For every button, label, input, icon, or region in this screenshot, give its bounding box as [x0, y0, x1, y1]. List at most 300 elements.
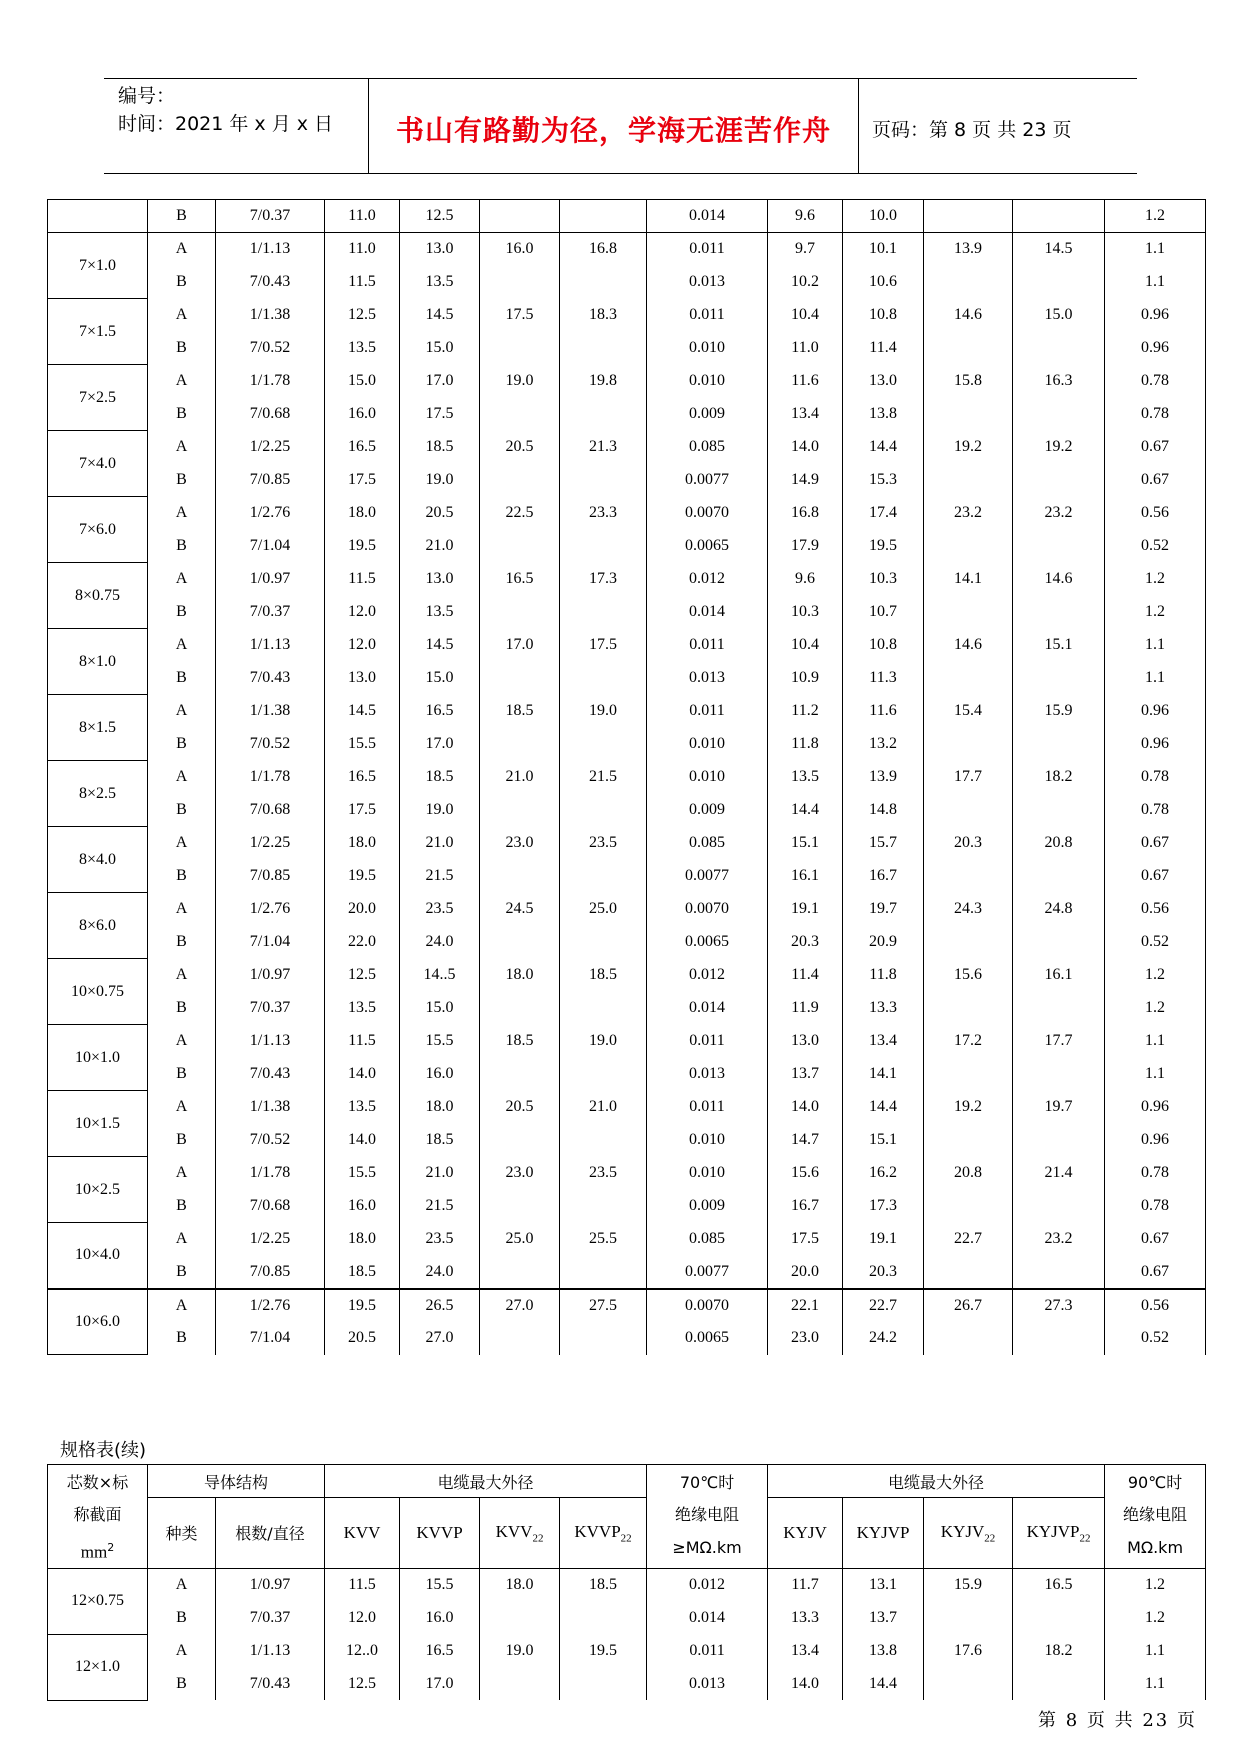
table-cell: 15.9 [1013, 695, 1105, 728]
table-cell: 17.4 [843, 497, 924, 530]
table-cell: 10.4 [768, 299, 843, 332]
table-cell: 1.1 [1105, 1667, 1206, 1700]
table-cell: A [148, 233, 216, 266]
table-cell: 23.3 [560, 497, 647, 530]
table-cell [480, 464, 560, 497]
table-cell: 20.3 [768, 926, 843, 959]
table-cell [480, 860, 560, 893]
table-cell [924, 464, 1013, 497]
table-cell: 23.0 [768, 1322, 843, 1355]
table-cell: 14.6 [924, 299, 1013, 332]
table-cell: 11.8 [768, 728, 843, 761]
table-cell: 17.3 [560, 563, 647, 596]
table-header-row-2 [48, 1498, 1206, 1569]
spec-table-continued-body [48, 1465, 1206, 1569]
page-footer: 第 8 页 共 23 页 [1038, 1710, 1197, 1731]
table-cell: 20.9 [843, 926, 924, 959]
table-cell: 15.3 [843, 464, 924, 497]
table-cell: 13.7 [768, 1058, 843, 1091]
table-cell [480, 794, 560, 827]
table-cell: 19.5 [560, 1634, 647, 1667]
table-cell [480, 398, 560, 431]
table-cell [924, 1601, 1013, 1634]
table-cell: 12.0 [325, 1601, 400, 1634]
table-cell: A [148, 431, 216, 464]
table-cell: B [148, 596, 216, 629]
table-cell: 17.5 [325, 464, 400, 497]
table-cell: 0.96 [1105, 299, 1206, 332]
table-cell: 15.7 [843, 827, 924, 860]
table-cell: A [148, 959, 216, 992]
table-row [48, 464, 1206, 497]
table-cell: 11.3 [843, 662, 924, 695]
table-cell: 15.0 [1013, 299, 1105, 332]
table-cell: 1/1.38 [216, 695, 325, 728]
table-cell [560, 1256, 647, 1289]
table-cell [1013, 464, 1105, 497]
table-cell: 13.4 [768, 1634, 843, 1667]
table-cell: 16.1 [768, 860, 843, 893]
table-cell: 0.0070 [647, 1289, 768, 1322]
table-cell: 10.3 [843, 563, 924, 596]
table-cell: 15.9 [924, 1568, 1013, 1601]
table-cell: 0.67 [1105, 827, 1206, 860]
table-cell: 18.5 [480, 695, 560, 728]
table-cell: 7/1.04 [216, 1322, 325, 1355]
table-cell: 0.52 [1105, 926, 1206, 959]
table-cell: 0.085 [647, 827, 768, 860]
table-cell: 0.0077 [647, 464, 768, 497]
table-cell: 12.5 [325, 299, 400, 332]
table-cell: 24.3 [924, 893, 1013, 926]
table-cell [1013, 926, 1105, 959]
table-cell: B [148, 1256, 216, 1289]
table-cell: 0.011 [647, 1091, 768, 1124]
table-cell: 0.67 [1105, 1223, 1206, 1256]
table-cell: 14.4 [768, 794, 843, 827]
table-cell: 14..5 [400, 959, 480, 992]
table-cell: 14.4 [843, 1091, 924, 1124]
spec-cell: 7×1.0 [48, 233, 148, 299]
table-cell: 1/0.97 [216, 1568, 325, 1601]
table-cell: A [148, 893, 216, 926]
table-cell: 20.3 [924, 827, 1013, 860]
header-ir90-3: MΩ.km [1127, 1537, 1184, 1557]
table-cell: 17.0 [400, 1667, 480, 1700]
table-cell: 19.5 [325, 1289, 400, 1322]
table-cell: B [148, 200, 216, 233]
table-row [48, 1190, 1206, 1223]
table-row [48, 563, 1206, 596]
table-cell: B [148, 464, 216, 497]
table-row [48, 1601, 1206, 1634]
spec-table-continued-rows [48, 1568, 1206, 1700]
table-row [48, 761, 1206, 794]
table-cell: 11.0 [325, 233, 400, 266]
table-cell: 10.8 [843, 299, 924, 332]
table-cell [1013, 1667, 1105, 1700]
table-row [48, 233, 1206, 266]
table-row [48, 1667, 1206, 1700]
spec-cell: 7×2.5 [48, 365, 148, 431]
table-cell: 16.2 [843, 1157, 924, 1190]
spec-cell [48, 200, 148, 233]
table-cell: 0.78 [1105, 1157, 1206, 1190]
table-cell: 0.012 [647, 959, 768, 992]
table-cell: 1.1 [1105, 629, 1206, 662]
table-cell [924, 1058, 1013, 1091]
table-cell: 11.9 [768, 992, 843, 1025]
table-cell: 0.011 [647, 629, 768, 662]
table-cell: 21.0 [560, 1091, 647, 1124]
table-row [48, 629, 1206, 662]
table-cell: 15.5 [400, 1025, 480, 1058]
table-cell: 18.0 [325, 1223, 400, 1256]
table-cell: 24.2 [843, 1322, 924, 1355]
header-center-cell [368, 79, 859, 173]
table-cell: 20.5 [400, 497, 480, 530]
motto-title: 书山有路勤为径，学海无涯苦作舟 [395, 114, 831, 147]
table-cell: 10.2 [768, 266, 843, 299]
table-row [48, 332, 1206, 365]
table-cell: 0.0077 [647, 860, 768, 893]
table-cell: 13.2 [843, 728, 924, 761]
table-cell [560, 200, 647, 233]
table-cell: 14.1 [843, 1058, 924, 1091]
table-row [48, 728, 1206, 761]
table-row [48, 794, 1206, 827]
table-cell [1013, 992, 1105, 1025]
table-cell: 19.0 [400, 794, 480, 827]
table-cell: 13.0 [325, 662, 400, 695]
table-row [48, 1568, 1206, 1601]
table-row [48, 200, 1206, 233]
table-cell: 14.4 [843, 1667, 924, 1700]
table-cell: 9.6 [768, 563, 843, 596]
spec-cell: 12×0.75 [48, 1568, 148, 1634]
table-row [48, 1289, 1206, 1322]
table-cell [924, 200, 1013, 233]
header-core: 芯数×标 [48, 1465, 148, 1498]
table-cell: 15.5 [400, 1568, 480, 1601]
table-cell: 10.6 [843, 266, 924, 299]
table-cell: 10.9 [768, 662, 843, 695]
table-cell: 17.7 [924, 761, 1013, 794]
table-cell: 0.96 [1105, 332, 1206, 365]
table-cell: 0.085 [647, 431, 768, 464]
table-cell: 14.9 [768, 464, 843, 497]
table-cell: A [148, 761, 216, 794]
table-cell: 25.0 [560, 893, 647, 926]
table-cell: B [148, 1667, 216, 1700]
table-cell: 24.0 [400, 926, 480, 959]
table-cell: 1/2.25 [216, 1223, 325, 1256]
table-cell: 0.012 [647, 563, 768, 596]
table-cell: A [148, 299, 216, 332]
spec-cell: 7×4.0 [48, 431, 148, 497]
table-cell: 7/0.43 [216, 1058, 325, 1091]
table-cell: 0.012 [647, 1568, 768, 1601]
table-cell: 0.78 [1105, 398, 1206, 431]
table-cell: 20.8 [924, 1157, 1013, 1190]
table-cell: 0.0070 [647, 497, 768, 530]
table-cell [480, 1124, 560, 1157]
table-row [48, 497, 1206, 530]
table-cell: 19.7 [1013, 1091, 1105, 1124]
table-cell [480, 662, 560, 695]
table-cell: 1.2 [1105, 200, 1206, 233]
table-cell: 7/0.37 [216, 1601, 325, 1634]
table-cell: 20.3 [843, 1256, 924, 1289]
table-cell: 12.5 [325, 959, 400, 992]
table-cell [924, 1322, 1013, 1355]
table-cell [924, 1190, 1013, 1223]
table-cell: 19.2 [924, 1091, 1013, 1124]
table-cell: 0.78 [1105, 365, 1206, 398]
table-cell: 0.010 [647, 1157, 768, 1190]
table-cell [480, 200, 560, 233]
spec-table-main [47, 199, 1206, 1355]
table-cell: 19.7 [843, 893, 924, 926]
table-cell: 19.2 [1013, 431, 1105, 464]
table-cell: 24.0 [400, 1256, 480, 1289]
table-cell [1013, 200, 1105, 233]
table-cell: 7/0.43 [216, 1667, 325, 1700]
table-cell: 18.0 [400, 1091, 480, 1124]
table-cell: 19.0 [560, 1025, 647, 1058]
table-row [48, 695, 1206, 728]
table-cell: 1.2 [1105, 596, 1206, 629]
table-cell: 10.7 [843, 596, 924, 629]
table-cell [924, 1667, 1013, 1700]
header-count-diam: 根数/直径 [216, 1498, 325, 1569]
spec-cell: 10×1.5 [48, 1091, 148, 1157]
table-cell: 21.5 [560, 761, 647, 794]
table-row [48, 860, 1206, 893]
table-cell: 13.5 [325, 992, 400, 1025]
spec-cell: 8×6.0 [48, 893, 148, 959]
spec-cell: 8×1.5 [48, 695, 148, 761]
table-cell: 18.2 [1013, 761, 1105, 794]
table-cell: 13.0 [400, 233, 480, 266]
table-cell: 19.5 [843, 530, 924, 563]
table-cell: 26.7 [924, 1289, 1013, 1322]
table-cell: 14.5 [400, 299, 480, 332]
table-cell: 24.5 [480, 893, 560, 926]
table-cell: 17.0 [400, 365, 480, 398]
table-cell: B [148, 794, 216, 827]
page-number-label: 页码：第 8 页 共 23 页 [872, 119, 1072, 141]
table-cell: 17.9 [768, 530, 843, 563]
table-cell: 1.1 [1105, 662, 1206, 695]
table-cell: 21.3 [560, 431, 647, 464]
table-cell: 19.0 [400, 464, 480, 497]
table-cell: 16.5 [480, 563, 560, 596]
table-cell: 16.5 [325, 761, 400, 794]
header-kyjv: KYJV [768, 1498, 843, 1569]
table-cell [560, 1667, 647, 1700]
table-cell: 0.67 [1105, 1256, 1206, 1289]
table-cell [560, 398, 647, 431]
table-cell: 0.010 [647, 728, 768, 761]
table-cell: 20.5 [325, 1322, 400, 1355]
table-cell: 13.0 [768, 1025, 843, 1058]
table-cell [924, 794, 1013, 827]
table-cell: 14.6 [1013, 563, 1105, 596]
table-cell: 0.96 [1105, 695, 1206, 728]
table-cell: 25.0 [480, 1223, 560, 1256]
table-cell: 18.0 [325, 497, 400, 530]
table-cell [560, 1058, 647, 1091]
table-cell: B [148, 266, 216, 299]
table-row [48, 992, 1206, 1025]
table-cell: 21.4 [1013, 1157, 1105, 1190]
table-cell [560, 662, 647, 695]
table-cell: 1.2 [1105, 992, 1206, 1025]
table-cell: 1/0.97 [216, 959, 325, 992]
table-cell: 23.5 [560, 1157, 647, 1190]
spec-cell: 10×6.0 [48, 1289, 148, 1355]
table-cell: 16.8 [560, 233, 647, 266]
header-kind: 种类 [148, 1498, 216, 1569]
table-cell [924, 530, 1013, 563]
table-cell: 15.1 [1013, 629, 1105, 662]
table-cell: A [148, 1025, 216, 1058]
table-cell: 22.7 [843, 1289, 924, 1322]
table-cell [560, 992, 647, 1025]
table-cell: 7/0.43 [216, 662, 325, 695]
table-cell: 11.6 [768, 365, 843, 398]
table-cell: 1/1.78 [216, 365, 325, 398]
table-cell: B [148, 860, 216, 893]
table-cell: 14.4 [843, 431, 924, 464]
table-cell: 11.0 [768, 332, 843, 365]
table-row [48, 1091, 1206, 1124]
table-cell: 20.5 [480, 1091, 560, 1124]
table-cell: 10.8 [843, 629, 924, 662]
table-cell [1013, 266, 1105, 299]
table-cell [924, 398, 1013, 431]
table-cell: 16.5 [325, 431, 400, 464]
table-cell: 0.0065 [647, 926, 768, 959]
table-row [48, 1322, 1206, 1355]
table-cell: A [148, 629, 216, 662]
table-cell [560, 332, 647, 365]
table-cell: 11.5 [325, 266, 400, 299]
page-header [104, 78, 1137, 174]
table-cell: 15.6 [768, 1157, 843, 1190]
spec-table-continued [47, 1464, 1206, 1701]
table-cell: 18.5 [480, 1025, 560, 1058]
table-cell: 15.5 [325, 1157, 400, 1190]
table-cell: 21.5 [400, 1190, 480, 1223]
table-cell: 13.8 [843, 1634, 924, 1667]
table-cell: 17.7 [1013, 1025, 1105, 1058]
table-cell: 22.5 [480, 497, 560, 530]
table-cell: 22.1 [768, 1289, 843, 1322]
table-cell: 19.0 [480, 365, 560, 398]
spec-cell: 10×0.75 [48, 959, 148, 1025]
table-cell: 25.5 [560, 1223, 647, 1256]
table-cell: 1/1.13 [216, 1025, 325, 1058]
table-cell: 13.8 [843, 398, 924, 431]
table-cell: 21.0 [400, 827, 480, 860]
table-cell: B [148, 398, 216, 431]
table-cell: 0.011 [647, 299, 768, 332]
table-caption: 规格表(续) [60, 1440, 147, 1461]
table-cell [480, 1190, 560, 1223]
table-cell [1013, 794, 1105, 827]
table-cell [560, 1322, 647, 1355]
table-cell: 18.2 [1013, 1634, 1105, 1667]
table-cell: 27.0 [400, 1322, 480, 1355]
table-cell: 0.67 [1105, 464, 1206, 497]
table-cell: B [148, 1601, 216, 1634]
table-cell: 1.2 [1105, 1601, 1206, 1634]
header-ir90-2: 绝缘电阻 [1123, 1504, 1188, 1524]
table-cell: 14.7 [768, 1124, 843, 1157]
table-cell: 0.010 [647, 332, 768, 365]
table-cell [924, 860, 1013, 893]
header-max-od-1: 电缆最大外径 [325, 1465, 647, 1498]
table-cell [924, 926, 1013, 959]
table-cell: 17.5 [768, 1223, 843, 1256]
table-cell: 17.0 [400, 728, 480, 761]
table-cell: 14.5 [325, 695, 400, 728]
table-row [48, 596, 1206, 629]
table-cell: A [148, 563, 216, 596]
table-cell [480, 332, 560, 365]
table-row [48, 1157, 1206, 1190]
table-cell: 14.1 [924, 563, 1013, 596]
table-cell: 1.2 [1105, 1568, 1206, 1601]
table-cell: 13.5 [325, 1091, 400, 1124]
spec-cell: 8×0.75 [48, 563, 148, 629]
table-cell: 10.4 [768, 629, 843, 662]
table-cell: 0.78 [1105, 794, 1206, 827]
table-cell: 0.013 [647, 662, 768, 695]
table-cell: 1/1.13 [216, 1634, 325, 1667]
table-cell: 16.0 [480, 233, 560, 266]
table-cell: B [148, 728, 216, 761]
table-cell [560, 266, 647, 299]
table-cell: 0.011 [647, 1025, 768, 1058]
table-cell: 27.3 [1013, 1289, 1105, 1322]
table-cell: 17.5 [325, 794, 400, 827]
table-cell: A [148, 1091, 216, 1124]
table-cell: 0.0065 [647, 1322, 768, 1355]
table-cell: 0.67 [1105, 860, 1206, 893]
table-cell: 21.0 [480, 761, 560, 794]
table-cell: A [148, 1157, 216, 1190]
table-cell: 15.6 [924, 959, 1013, 992]
table-cell: 18.5 [560, 1568, 647, 1601]
table-cell [1013, 1124, 1105, 1157]
table-cell [480, 1667, 560, 1700]
table-cell: B [148, 926, 216, 959]
table-cell: 11.4 [843, 332, 924, 365]
table-cell: 7/0.85 [216, 464, 325, 497]
table-cell: 7/0.37 [216, 992, 325, 1025]
table-cell: 20.5 [480, 431, 560, 464]
table-row [48, 266, 1206, 299]
table-cell: 15.1 [768, 827, 843, 860]
table-cell: 7/0.52 [216, 332, 325, 365]
table-cell: 16.1 [1013, 959, 1105, 992]
table-cell: 16.7 [768, 1190, 843, 1223]
table-cell: 15.0 [400, 332, 480, 365]
table-cell: 15.4 [924, 695, 1013, 728]
